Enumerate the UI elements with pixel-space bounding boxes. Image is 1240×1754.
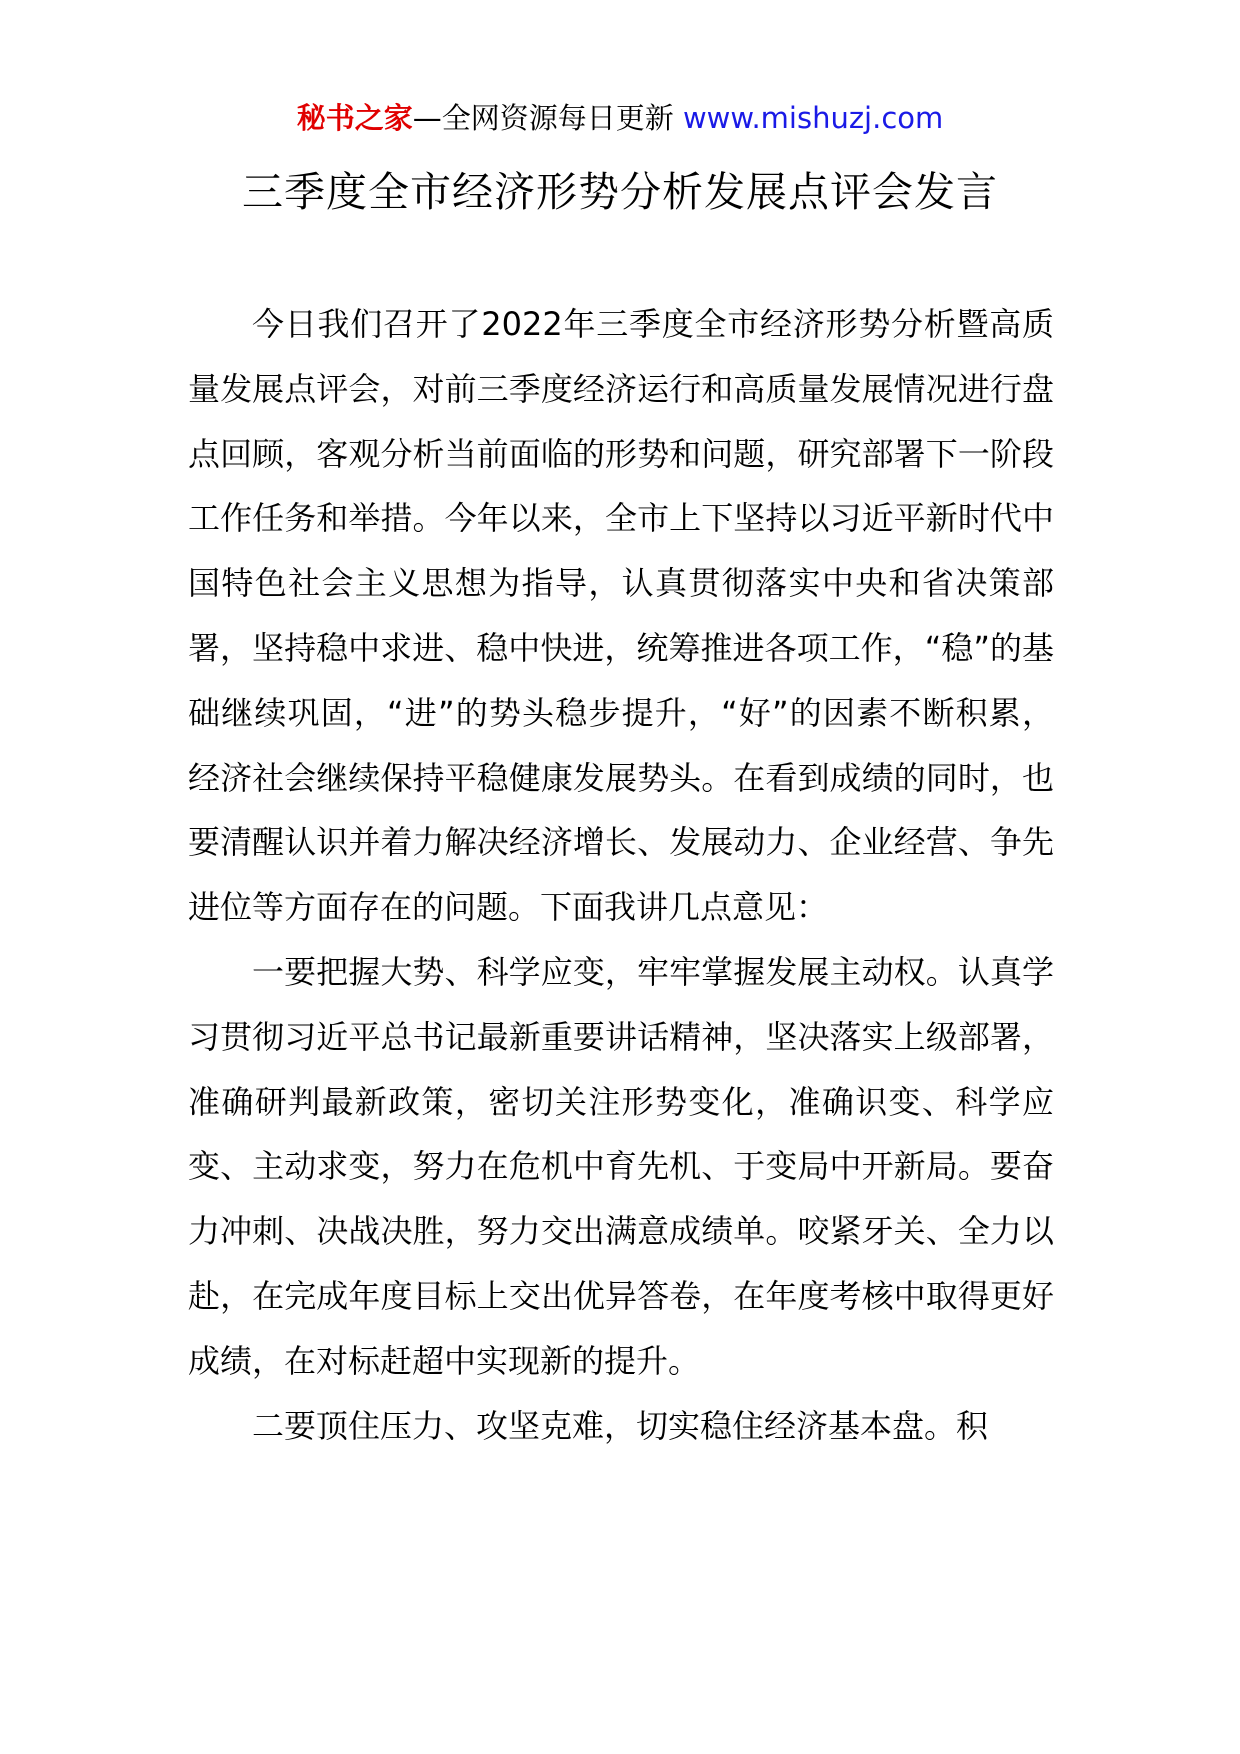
paragraph-point-one: 一要把握大势、科学应变，牢牢掌握发展主动权。认真学习贯彻习近平总书记最新重要讲话精神，坚决落实上级部署，准确研判最新政策，密切关注形势变化，准确识变、科学应变、主动求变，努力在危机中育先机、于变局中开新局。要奋力冲刺、决战决胜，努力交出满意成绩单。咬紧牙关、全力以赴，在完成年度目标上交出优异答卷，在年度考核中取得更好成绩，在对标赶超中实现新的提升。 [188, 952, 1054, 1380]
header-url-link[interactable]: www.mishuzj.com [682, 101, 944, 135]
brand-name: 秘书之家 [296, 101, 413, 135]
paragraph-point-two: 二要顶住压力、攻坚克难，切实稳住经济基本盘。积 [252, 1406, 989, 1445]
document-body [188, 292, 1054, 1458]
header-tagline: —全网资源每日更新 [412, 101, 674, 135]
document-title: 三季度全市经济形势分析发展点评会发言 [242, 168, 998, 216]
paragraph-intro: 今日我们召开了2022年三季度全市经济形势分析暨高质量发展点评会，对前三季度经济运行和高质量发展情况进行盘点回顾，客观分析当前面临的形势和问题，研究部署下一阶段工作任务和举措。今年以来，全市上下坚持以习近平新时代中国特色社会主义思想为指导，认真贯彻落实中央和省决策部署，坚持稳中求进、稳中快进，统筹推进各项工作，“稳”的基础继续巩固，“进”的势头稳步提升，“好”的因素不断积累，经济社会继续保持平稳健康发展势头。在看到成绩的同时，也要清醒认识并着力解决经济增长、发展动力、企业经营、争先进位等方面存在的问题。下面我讲几点意见： [188, 305, 1054, 927]
watermark-header [0, 98, 1240, 138]
